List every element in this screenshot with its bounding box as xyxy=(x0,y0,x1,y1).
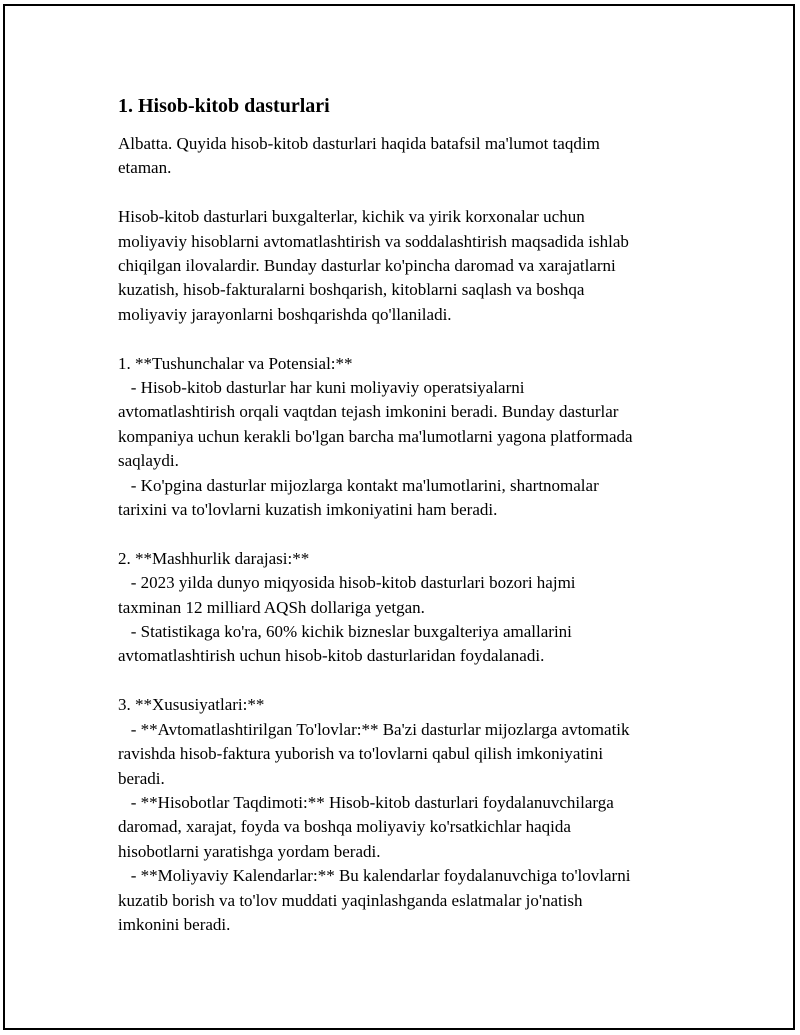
text-line: kuzatib borish va to'lov muddati yaqinlashganda eslatmalar jo'natish xyxy=(118,890,583,910)
document-title: 1. Hisob-kitob dasturlari xyxy=(118,95,330,117)
text-line: - **Moliyaviy Kalendarlar:** Bu kalendarlar foydalanuvchiga to'lovlarni xyxy=(118,866,631,886)
text-line: Albatta. Quyida hisob-kitob dasturlari haqida batafsil ma'lumot taqdim xyxy=(118,134,600,153)
intro-paragraph xyxy=(118,132,688,181)
text-line: taxminan 12 milliard AQSh dollariga yetgan. xyxy=(118,597,425,617)
text-line: avtomatlashtirish uchun hisob-kitob dasturlaridan foydalanadi. xyxy=(118,646,545,666)
text-line: moliyaviy hisoblarni avtomatlashtirish va soddalashtirish maqsadida ishlab xyxy=(118,231,629,251)
text-line: hisobotlarni yaratishga yordam beradi. xyxy=(118,841,381,861)
text-line: - Hisob-kitob dasturlar har kuni moliyaviy operatsiyalarni xyxy=(118,378,525,398)
text-line: saqlaydi. xyxy=(118,451,179,471)
text-line: imkonini beradi. xyxy=(118,914,231,934)
text-line: beradi. xyxy=(118,768,165,788)
text-line: Hisob-kitob dasturlari buxgalterlar, kichik va yirik korxonalar uchun xyxy=(118,207,585,227)
section-heading: 2. **Mashhurlik darajasi:** xyxy=(118,548,310,568)
text-line: - **Hisobotlar Taqdimoti:** Hisob-kitob dasturlari foydalanuvchilarga xyxy=(118,792,614,812)
paragraph-gap xyxy=(118,327,688,351)
section-heading: 1. **Tushunchalar va Potensial:** xyxy=(118,353,353,373)
text-line: kompaniya uchun kerakli bo'lgan barcha ma'lumotlarni yagona platformada xyxy=(118,426,633,446)
text-line: etaman. xyxy=(118,158,172,178)
text-line: moliyaviy jarayonlarni boshqarishda qo'llaniladi. xyxy=(118,304,452,324)
overview-paragraph xyxy=(118,205,688,327)
text-line: kuzatish, hisob-fakturalarni boshqarish, kitoblarni saqlash va boshqa xyxy=(118,280,585,300)
text-line: - Statistikaga ko'ra, 60% kichik bizneslar buxgalteriya amallarini xyxy=(118,622,572,642)
paragraph-gap xyxy=(118,181,688,205)
text-line: ravishda hisob-faktura yuborish va to'lovlarni qabul qilish imkoniyatini xyxy=(118,744,604,764)
section-heading: 3. **Xususiyatlari:** xyxy=(118,695,265,715)
text-line: daromad, xarajat, foyda va boshqa moliyaviy ko'rsatkichlar haqida xyxy=(118,817,571,837)
section-features xyxy=(118,693,688,937)
text-line: - **Avtomatlashtirilgan To'lovlar:** Ba'zi dasturlar mijozlarga avtomatik xyxy=(118,719,630,739)
paragraph-gap xyxy=(118,522,688,546)
text-line: tarixini va to'lovlarni kuzatish imkoniyatini ham beradi. xyxy=(118,500,498,520)
paragraph-gap xyxy=(118,669,688,693)
text-line: - Ko'pgina dasturlar mijozlarga kontakt ma'lumotlarini, shartnomalar xyxy=(118,475,599,495)
text-line: avtomatlashtirish orqali vaqtdan tejash imkonini beradi. Bunday dasturlar xyxy=(118,402,619,422)
section-concepts xyxy=(118,352,688,523)
document-body xyxy=(118,93,688,937)
text-line: chiqilgan ilovalardir. Bunday dasturlar ko'pincha daromad va xarajatlarni xyxy=(118,256,616,276)
section-popularity xyxy=(118,547,688,669)
text-line: - 2023 yilda dunyo miqyosida hisob-kitob dasturlari bozori hajmi xyxy=(118,573,576,593)
